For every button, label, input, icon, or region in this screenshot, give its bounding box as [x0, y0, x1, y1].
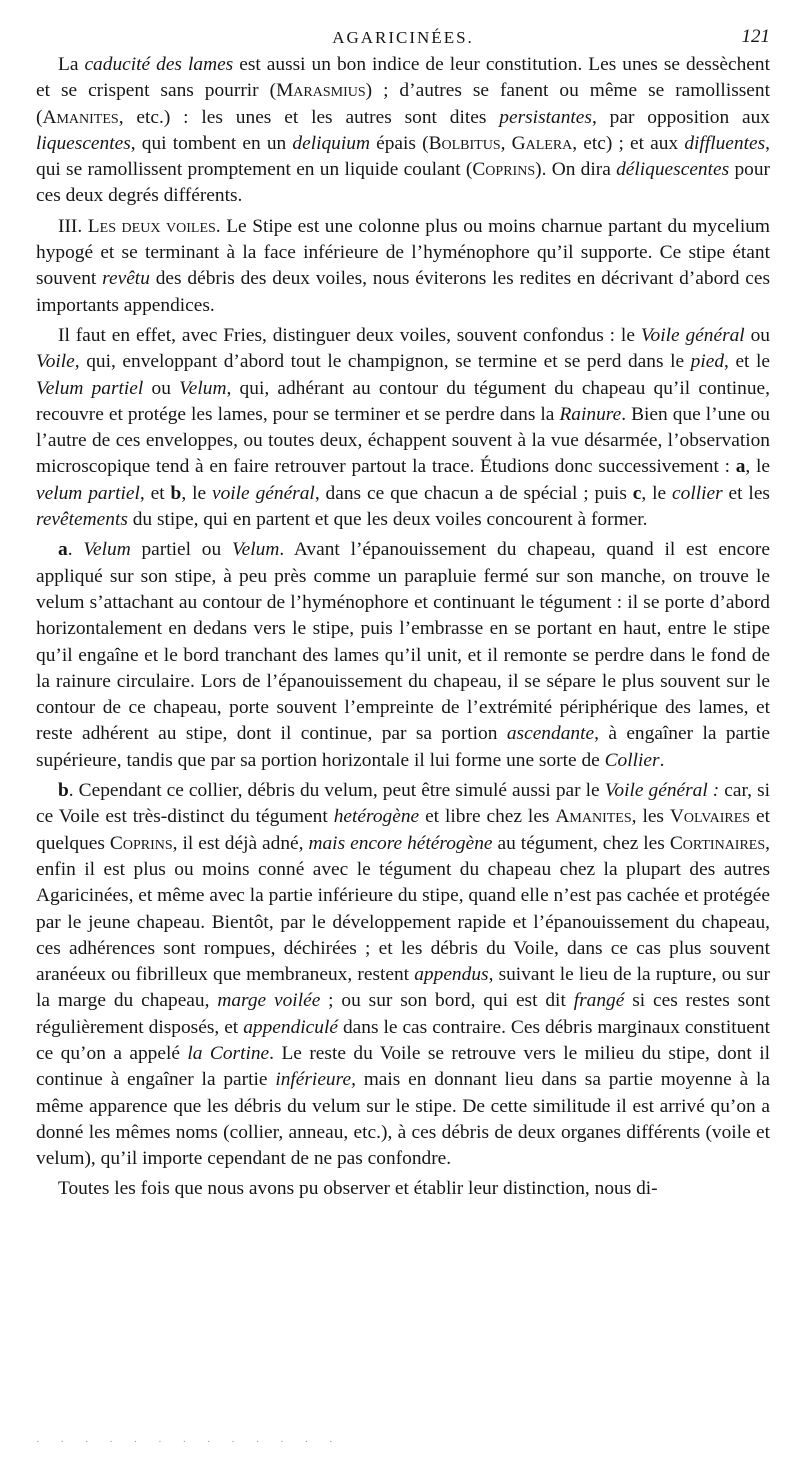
text-run: , enfin il est plus ou moins conné avec le tégument du chapeau chez la plupart des autres Agaricinées, et même avec la partie inférieure du stipe, quand elle n’est pas cachée et protégée par le jeune chapeau. Bientôt, par le développement rapide et l’épanouissement du chapeau, ces adhérences sont rompues, déchirées ; et les débris du Voile, dans ce cas plus souvent aranéeux ou fibrilleux que membraneux, restent [36, 832, 771, 986]
italic-term: Voile général : [604, 780, 720, 802]
italic-term: velum partiel [36, 482, 140, 504]
italic-term: hetérogène [333, 806, 420, 828]
italic-term: diffluentes [684, 132, 766, 154]
italic-term: Velum [83, 539, 131, 561]
section-letter: b [58, 780, 69, 802]
text-run: , qui, enveloppant d’abord tout le champignon, se termine et se perd dans le [74, 351, 691, 373]
text-run: , et le [724, 351, 770, 373]
text-run: , le [181, 482, 212, 504]
text-run: ou [143, 377, 180, 399]
text-run: . Cependant ce collier, débris du velum, peut être simulé aussi par le [68, 780, 605, 802]
italic-term: Velum [179, 377, 227, 399]
italic-term: pied [690, 351, 725, 373]
body-text [36, 52, 770, 1203]
genus-name: Amanites [555, 806, 632, 828]
italic-term: frangé [573, 990, 625, 1012]
italic-term: liquescentes [36, 132, 131, 154]
text-run: . [659, 749, 665, 771]
text-run: , suivant le lieu de la rupture, ou sur la marge du chapeau, [36, 964, 770, 1012]
italic-term: Collier [604, 749, 660, 771]
text-run: , il est déjà adné, [172, 832, 309, 854]
text-run: . Le reste du Voile se retrouve vers le milieu du stipe, dont il continue à engaîner la partie [36, 1042, 771, 1091]
italic-term: ascendante [506, 723, 595, 745]
text-run: , etc.) : les unes et les autres sont dites [118, 106, 500, 128]
text-run: et les [722, 482, 770, 504]
italic-term: appendus [414, 964, 489, 986]
text-run: , dans ce que chacun a de spécial ; puis [314, 482, 633, 504]
genus-name: Volvaires [669, 806, 751, 828]
text-run: et libre chez les [419, 806, 556, 828]
text-run: , qui, adhérant au contour du tégument du chapeau qu’il continue, recouvre et protége les lames, pour se terminer et se perdre dans la [36, 377, 770, 425]
text-run: , le [641, 482, 673, 504]
text-run: dans le cas contraire. Ces débris marginaux constituent ce qu’on a appelé [36, 1016, 770, 1064]
text-run: car, si ce Voile est très-distinct du tégument [36, 780, 771, 828]
text-run: , par opposition aux [591, 106, 770, 128]
genus-name: Galera [511, 132, 573, 154]
italic-term: deliquium [292, 132, 370, 154]
text-run: et quelques [36, 806, 770, 854]
text-run: ; ou sur son bord, qui est dit [320, 990, 574, 1012]
genus-name: Bolbitus [428, 132, 501, 154]
italic-term: revêtements [36, 509, 128, 531]
text-run: , et [139, 482, 171, 504]
section-letter: b [170, 482, 182, 504]
genus-name: Cortinaires [669, 832, 766, 854]
running-head [36, 18, 770, 52]
italic-term: la Cortine [187, 1042, 270, 1064]
text-run: , qui se ramollissent promptement en un liquide coulant ( [36, 132, 770, 181]
italic-term: persistantes [499, 106, 592, 128]
genus-name: Coprins [472, 159, 536, 181]
text-run: partiel ou [130, 539, 232, 561]
text-run: . Avant l’épanouissement du chapeau, quand il est encore appliqué sur son stipe, à peu près comme un parapluie fermé sur son manche, on trouve le velum s’attachant au contour de l’hyménophore et continuant le tégument : il se porte d’abord horizontalement en dedans vers le stipe, puis l’embrasse en se portant en haut, entre le stipe qu’il engaîne et le bord tranchant des lames qu’il unit, et il remonte se perdre dans le fond de la rainure circulaire. Lors de l’épanouissement du chapeau, il se sépare le plus souvent sur le contour de ce chapeau, porte souvent l’empreinte de l’extrémité périphérique des lames, et reste adhérent au stipe, dont il continue, par sa portion [36, 539, 770, 745]
genus-name: Les deux voiles. [87, 215, 221, 237]
text-run: au tégument, chez les [492, 832, 670, 854]
italic-term: voile général [211, 482, 315, 504]
italic-term: Voile [36, 351, 75, 373]
paragraph [36, 323, 770, 533]
italic-term: Velum partiel [36, 377, 144, 399]
text-run: , etc) ; et aux [572, 132, 685, 154]
text-run: du stipe, qui en partent et que les deux voiles concourent à former. [127, 509, 648, 531]
italic-term: inférieure [275, 1069, 352, 1091]
genus-name: Amanites [42, 106, 119, 128]
text-run: . [67, 539, 84, 561]
text-run: III. [58, 215, 88, 237]
text-run: , [500, 132, 512, 154]
paragraph [36, 537, 770, 774]
italic-term: déliquescentes [616, 159, 730, 181]
text-run: ) ; d’autres se fanent ou même se ramollissent ( [36, 80, 770, 128]
paragraph [36, 1176, 770, 1202]
text-run: . Bien que l’une ou l’autre de ces enveloppes, ou toutes deux, échappent souvent à la vue désarmée, l’observation microscopique tend à en faire retrouver partout la trace. Étudions donc successivement : [36, 403, 771, 478]
text-run: est aussi un bon indice de leur constitution. Les unes se dessèchent et se crispent sans pourrir ( [36, 54, 770, 102]
text-run: , mais en donnant lieu dans sa partie moyenne à la même apparence que les débris du velum sur le stipe. De cette similitude il est arrivé qu’on a donné les mêmes noms (collier, anneau, etc.), à ces débris de deux organes différents (voile et velum), qu’il importe cependant de ne pas confondre. [36, 1069, 770, 1170]
page-number: 121 [741, 26, 770, 47]
text-run: Il faut en effet, avec Fries, distinguer deux voiles, souvent confondus : le [58, 324, 641, 346]
genus-name: Marasmius [276, 80, 366, 102]
paragraph [36, 52, 770, 210]
text-run: , le [745, 456, 770, 478]
running-title: AGARICINÉES. [332, 28, 474, 47]
genus-name: Coprins [109, 832, 173, 854]
section-letter: a [735, 456, 746, 478]
text-run: des débris des deux voiles, nous éviterons les redites en décrivant d’abord ces importants appendices. [36, 268, 770, 316]
text-run: , les [631, 806, 670, 828]
text-run: Le Stipe est une colonne plus ou moins charnue partant du mycelium hypogé et se terminant à la face inférieure de l’hyménophore qu’il supporte. Ce stipe étant souvent [36, 215, 770, 290]
italic-term: Voile général [640, 324, 745, 346]
footer-specks: · · · · · · · · · · · · · [36, 1436, 342, 1448]
text-run: épais ( [369, 132, 429, 154]
italic-term: marge voilée [217, 990, 321, 1012]
italic-term: Rainure [559, 403, 622, 425]
italic-term: mais encore hétérogène [308, 832, 493, 854]
italic-term: Velum [231, 539, 280, 561]
text-run: , à engaîner la partie supérieure, tandis que par sa portion horizontale il lui forme une sorte de [36, 723, 770, 771]
text-run: ou [744, 324, 770, 346]
text-run: ). On dira [535, 159, 617, 181]
book-page [36, 18, 770, 1207]
italic-term: appendiculé [243, 1016, 338, 1038]
section-letter: a [58, 539, 68, 561]
paragraph [36, 214, 770, 319]
text-run: La [58, 54, 85, 75]
text-run: Toutes les fois que nous avons pu observer et établir leur distinction, nous di- [58, 1178, 658, 1200]
text-run: si ces restes sont régulièrement disposés, et [36, 990, 770, 1038]
italic-term: collier [672, 482, 723, 504]
text-run: , qui tombent en un [130, 132, 293, 154]
paragraph [36, 778, 770, 1172]
italic-term: caducité des lames [84, 54, 234, 75]
italic-term: revêtu [102, 268, 150, 290]
section-letter: c [632, 482, 642, 504]
text-run: pour ces deux degrés différents. [36, 159, 770, 207]
